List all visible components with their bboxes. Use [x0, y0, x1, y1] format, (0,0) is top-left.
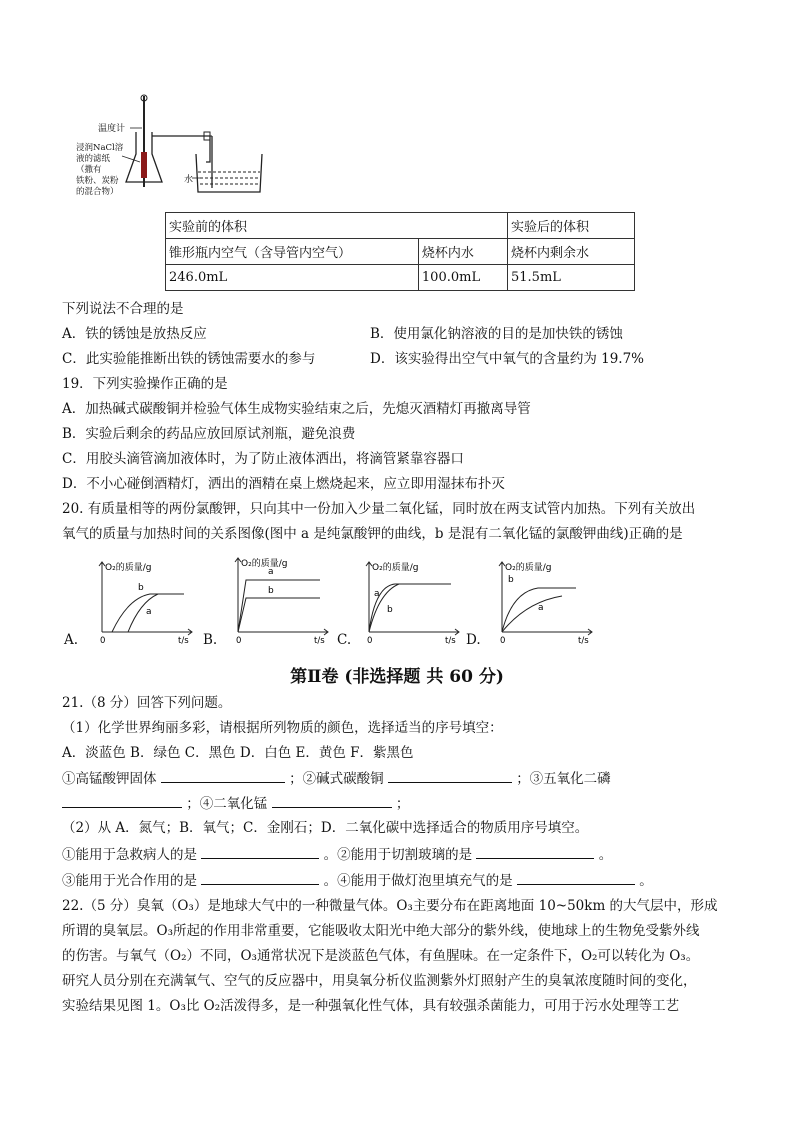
answer-blank[interactable]	[201, 870, 319, 885]
curve-b-label: b	[387, 605, 393, 615]
y-axis-label: O₂的质量/g	[241, 559, 288, 569]
q21-fill-line2: ；④二氧化锰 ；	[62, 793, 409, 814]
q20-graph-d	[490, 556, 600, 644]
q22-line1: 22.（5 分）臭氧（O₃）是地球大气中的一种微量气体。O₃主要分布在距离地面 10~50km 的大气层中，形成	[62, 898, 718, 914]
answer-blank[interactable]	[388, 768, 512, 783]
q21-colors: A．淡蓝色 B．绿色 C．黑色 D．白色 E．黄色 F．紫黑色	[62, 745, 414, 761]
q20-option-a-label: A.	[64, 632, 79, 648]
curve-b-label: b	[508, 575, 514, 585]
experiment-table	[165, 212, 635, 291]
answer-blank[interactable]	[476, 844, 594, 859]
curve-a-label: a	[268, 567, 274, 577]
q20-option-d-label: D.	[466, 632, 481, 648]
q18-option-c: C．此实验能推断出铁的锈蚀需要水的参与	[62, 351, 316, 367]
q19-option-a: A．加热碱式碳酸铜并检验气体生成物实验结束之后，先熄灭酒精灯再撤离导管	[62, 401, 531, 417]
origin-label: 0	[236, 636, 242, 644]
q22-line2: 所谓的臭氧层。O₃所起的作用非常重要，它能吸收太阳光中绝大部分的紫外线，使地球上的生物免受紫外线	[62, 923, 700, 939]
x-axis-label: t/s	[178, 636, 189, 644]
x-axis-label: t/s	[314, 636, 325, 644]
q21-fill-line4: ③能用于光合作用的是 。④能用于做灯泡里填充气的是 。	[62, 870, 653, 891]
table-cell: 51.5mL	[508, 265, 635, 291]
q20-option-c-label: C.	[337, 632, 352, 648]
y-axis-label: O₂的质量/g	[372, 563, 419, 573]
x-axis-label: t/s	[578, 636, 589, 644]
origin-label: 0	[367, 636, 373, 644]
q22-line4: 研究人员分别在充满氧气、空气的反应器中，用臭氧分析仪监测紫外灯照射产生的臭氧浓度随时间的变化，	[62, 973, 697, 989]
curve-b-label: b	[138, 583, 144, 593]
q21-part1: （1）化学世界绚丽多彩，请根据所列物质的颜色，选择适当的序号填空：	[62, 720, 503, 736]
curve-a-label: a	[374, 589, 380, 599]
table-cell: 烧杯内水	[418, 239, 507, 265]
table-cell: 锥形瓶内空气（含导管内空气）	[166, 239, 419, 265]
q19-option-d: D．不小心碰倒酒精灯，洒出的酒精在桌上燃烧起来，应立即用湿抹布扑灭	[62, 476, 505, 492]
thermometer-label: 温度计	[98, 124, 126, 134]
q20-option-b-label: B.	[203, 632, 218, 648]
q22-line3: 的伤害。与氧气（O₂）不同，O₃通常状况下是淡蓝色气体，有鱼腥味。在一定条件下，O₂可以转化为 O₃。	[62, 948, 700, 964]
curve-b-label: b	[268, 586, 274, 596]
q21-fill-line3: ①能用于急救病人的是 。②能用于切割玻璃的是 。	[62, 844, 612, 865]
curve-a	[128, 594, 158, 632]
q19-stem: 19．下列实验操作正确的是	[62, 376, 228, 392]
origin-label: 0	[500, 636, 506, 644]
y-axis-label: O₂的质量/g	[105, 563, 152, 573]
q21-fill-line1: ①高锰酸钾固体 ；②碱式碳酸铜 ；③五氧化二磷	[62, 768, 611, 789]
answer-blank[interactable]	[201, 844, 319, 859]
filter-paper-label: 浸润NaCl溶 液的滤纸 （撒有 铁粉、炭粉 的混合物）	[76, 143, 124, 197]
q19-option-c: C．用胶头滴管滴加液体时，为了防止液体洒出，将滴管紧靠容器口	[62, 451, 464, 467]
curve-a-label: a	[538, 603, 544, 613]
q20-stem-line1: 20. 有质量相等的两份氯酸钾，只向其中一份加入少量二氧化锰，同时放在两支试管内加热。下列有关放出	[62, 501, 696, 517]
answer-blank[interactable]	[161, 768, 285, 783]
q18-option-b: B．使用氯化钠溶液的目的是加快铁的锈蚀	[370, 326, 623, 342]
section-title: 第Ⅱ卷 (非选择题 共 60 分)	[290, 667, 504, 687]
y-axis-label: O₂的质量/g	[505, 563, 552, 573]
answer-blank[interactable]	[62, 793, 182, 808]
curve-a-label: a	[146, 607, 152, 617]
table-cell: 246.0mL	[166, 265, 419, 291]
curve-a	[238, 580, 320, 632]
answer-blank[interactable]	[272, 793, 392, 808]
q21-stem: 21.（8 分）回答下列问题。	[62, 695, 232, 711]
q20-graph-b	[226, 552, 336, 644]
q20-stem-line2: 氧气的质量与加热时间的关系图像(图中 a 是纯氯酸钾的曲线，b 是混有二氧化锰的氯酸钾曲线)正确的是	[62, 526, 683, 542]
origin-label: 0	[100, 636, 106, 644]
q21-part2: （2）从 A．氮气；B．氧气；C．金刚石；D．二氧化碳中选择适合的物质用序号填空。	[62, 820, 589, 836]
q19-option-b: B．实验后剩余的药品应放回原试剂瓶，避免浪费	[62, 426, 356, 442]
table-header-before: 实验前的体积	[166, 213, 508, 239]
curve-b	[238, 598, 320, 632]
table-header-after: 实验后的体积	[508, 213, 635, 239]
q20-graph-c	[357, 556, 467, 644]
q20-graph-a	[90, 556, 200, 644]
x-axis-label: t/s	[445, 636, 456, 644]
curve-a	[369, 584, 451, 632]
water-label: 水	[184, 175, 194, 185]
q18-stem: 下列说法不合理的是	[62, 301, 184, 317]
q22-line5: 实验结果见图 1。O₃比 O₂活泼得多，是一种强氧化性气体，具有较强杀菌能力，可用于污水处理等工艺	[62, 998, 680, 1014]
answer-blank[interactable]	[517, 870, 635, 885]
curve-a	[502, 596, 562, 632]
table-cell: 100.0mL	[418, 265, 507, 291]
q18-option-d: D．该实验得出空气中氧气的含量约为 19.7%	[370, 351, 645, 367]
table-cell: 烧杯内剩余水	[508, 239, 635, 265]
q18-option-a: A．铁的锈蚀是放热反应	[62, 326, 207, 342]
